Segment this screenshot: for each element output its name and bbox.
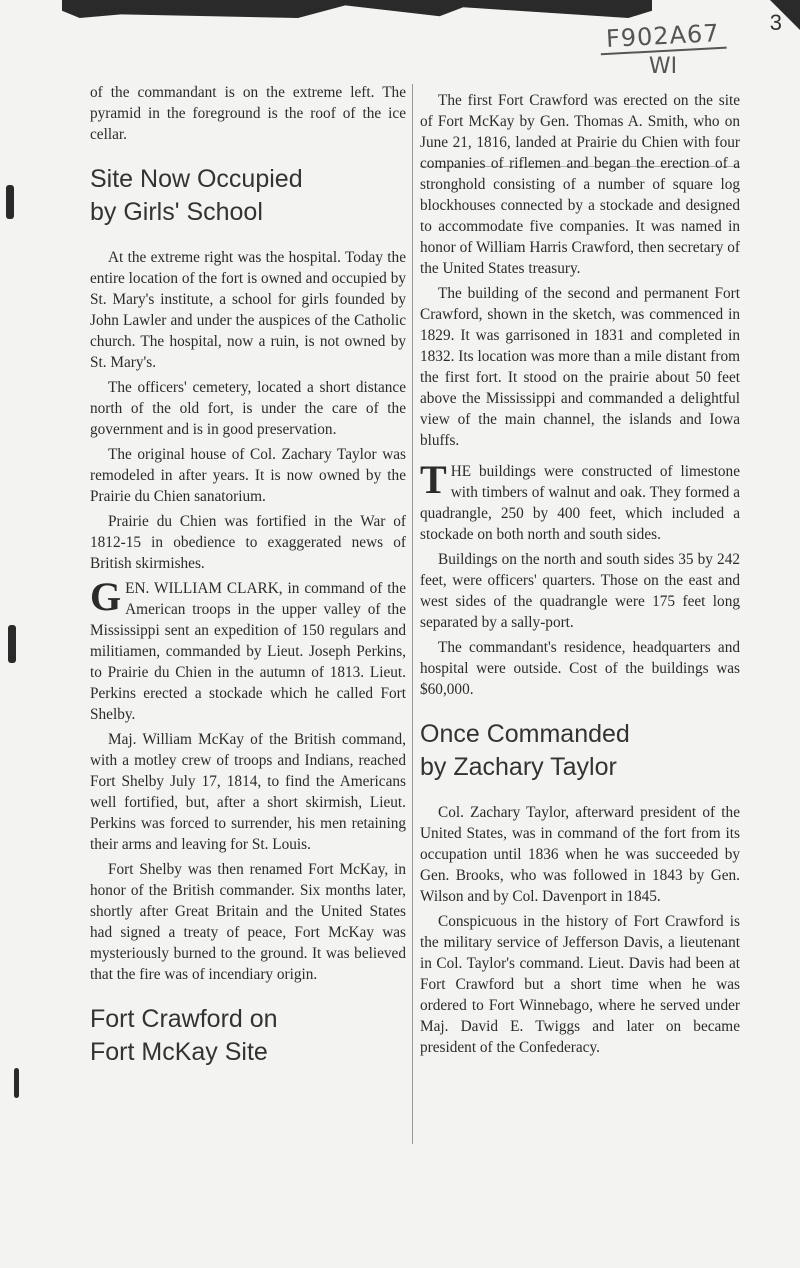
headline-site-now-occupied: Site Now Occupied by Girls' School [90,165,303,226]
paragraph: The officers' cemetery, located a short distance north of the old fort, is under the care of the government and is in good preservation. [90,379,406,438]
headline-fort-crawford-on-fort-mckay-site: Fort Crawford on Fort McKay Site [90,1005,278,1066]
caption-tail: of the commandant is on the extreme left. The pyramid in the foreground is the roof of the ice cellar. [90,84,406,143]
dropcap-paragraph: THE buildings were constructed of limestone with timbers of walnut and oak. They formed a quadrangle, 250 by 400 feet, which included a stockade on both north and south sides. [420,457,740,543]
location-code: WI [648,54,678,79]
handwritten-annotation [583,19,743,79]
torn-edge [62,0,652,18]
paragraph: At the extreme right was the hospital. Today the entire location of the fort is owned and occupied by St. Mary's institute, a school for girls founded by John Lawler and under the auspices of the Catholic church. The hospital, now a ruin, is not owned by St. Mary's. [90,249,406,371]
paragraph: The original house of Col. Zachary Taylor was remodeled in after years. It is now owned by the Prairie du Chien sanatorium. [90,446,406,505]
dropcap-letter: G [90,574,122,619]
column-divider [412,84,413,1144]
paragraph: Col. Zachary Taylor, afterward president of the United States, was in command of the fort from its occupation until 1836 when he was succeeded by Gen. Brooks, who was followed in 1843 by Gen. Wilson and by Col. Davenport in 1845. [420,804,740,905]
paragraph: Conspicuous in the history of Fort Crawford is the military service of Jefferson Davis, a lieutenant in Col. Taylor's command. Lieut. Davis had been at Fort Crawford but a short time when he was ordered to Fort Winnebago, where he served under Maj. David E. Twiggs and later on became president of the Confederacy. [420,913,740,1056]
binding-hole-mark [14,1068,19,1098]
paragraph: Prairie du Chien was fortified in the War of 1812-15 in obedience to exaggerated news of British skirmishes. [90,513,406,572]
paragraph: The first Fort Crawford was erected on the site of Fort McKay by Gen. Thomas A. Smith, who on June 21, 1816, landed at Prairie du Chien with four companies of riflemen and began the erection of a stronghold consisting of a number of square log blockhouses connected by a stockade and designed to accommodate five companies. It was named in honor of William Harris Crawford, then secretary of the United States treasury. [420,92,740,277]
headline-once-commanded: Once Commanded by Zachary Taylor [420,720,630,781]
paragraph: Maj. William McKay of the British command, with a motley crew of troops and Indians, reached Fort Shelby July 17, 1814, to find the Americans well fortified, but, after a short skirmish, Lieut. Perkins was forced to surrender, his men retaining their arms and leaving for St. Louis. [90,731,406,853]
left-column [90,82,406,1087]
dropcap-paragraph: GEN. WILLIAM CLARK, in command of the American troops in the upper valley of the Mississippi sent an expedition of 150 regulars and militiamen, commanded by Lieut. Joseph Perkins, to Prairie du Chien in the autumn of 1813. Lieut. Perkins erected a stockade which he called Fort Shelby. [90,574,406,723]
paragraph: Fort Shelby was then renamed Fort McKay, in honor of the British commander. Six months later, shortly after Great Britain and the United States had signed a treaty of peace, Fort McKay was mysteriously burned to the ground. It was believed that the fire was of incendiary origin. [90,861,406,983]
dropcap-letter: T [420,457,447,502]
right-column [420,90,740,1062]
binding-hole-mark [6,185,14,219]
binding-hole-mark [8,625,16,663]
call-number: F902A67 [600,19,727,56]
paragraph: The building of the second and permanent Fort Crawford, shown in the sketch, was commenced in 1829. It was garrisoned in 1831 and completed in 1832. Its location was more than a mile distant from the first fort. It stood on the prairie about 50 feet above the Mississippi and commanded a delightful view of the main channel, the islands and Iowa bluffs. [420,285,740,449]
page-number: 3 [769,10,782,35]
paragraph: The commandant's residence, headquarters and hospital were outside. Cost of the buildings was $60,000. [420,639,740,698]
paragraph: Buildings on the north and south sides 35 by 242 feet, were officers' quarters. Those on the east and west sides of the quadrangle were 175 feet long separated by a sally-port. [420,551,740,631]
